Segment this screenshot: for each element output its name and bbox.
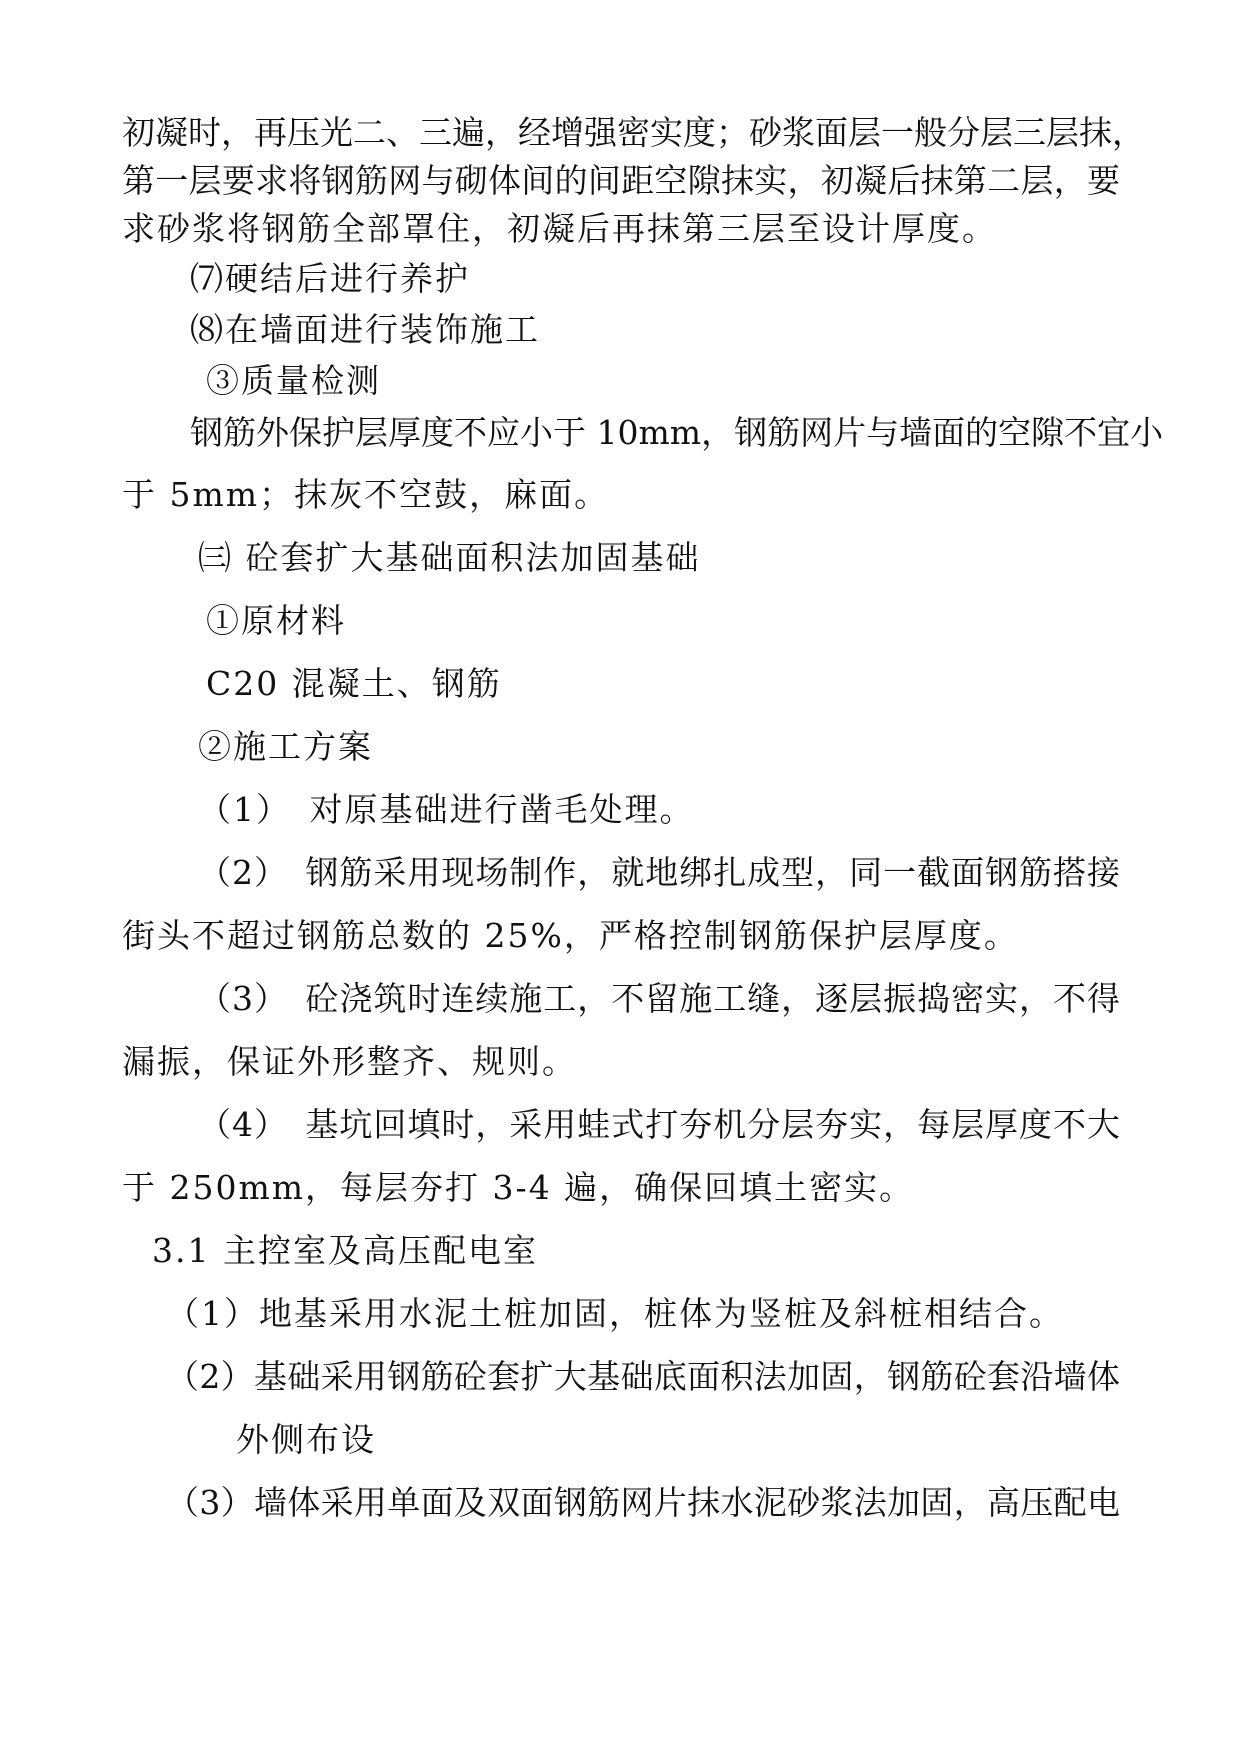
paragraph-line: C20 混凝土、钢筋 [206,664,502,703]
paragraph-line: 漏振，保证外形整齐、规则。 [122,1042,577,1081]
paragraph-line: 求砂浆将钢筋全部罩住，初凝后再抹第三层至设计厚度。 [122,209,997,248]
paragraph-line: 街头不超过钢筋总数的 25%，严格控制钢筋保护层厚度。 [122,916,1019,955]
paragraph-line: 第一层要求将钢筋网与砌体间的间距空隙抹实，初凝后抹第二层，要 [122,161,1120,200]
section-heading: ㈢ 砼套扩大基础面积法加固基础 [198,538,701,577]
list-item: （2） 钢筋采用现场制作，就地绑扎成型，同一截面钢筋搭接 [198,853,1120,892]
paragraph-line: 初凝时，再压光二、三遍，经增强密实度；砂浆面层一般分层三层抹， [122,113,1145,152]
list-item: （1） 对原基础进行凿毛处理。 [198,790,695,829]
paragraph-line: 钢筋外保护层厚度不应小于 10mm，钢筋网片与墙面的空隙不宜小 [190,413,1164,452]
section-heading: ①原材料 [206,601,346,640]
step-item: ⑻在墙面进行装饰施工 [190,310,540,349]
list-item: （2）基础采用钢筋砼套扩大基础底面积法加固，钢筋砼套沿墙体 [166,1357,1120,1396]
list-item: （3） 砼浇筑时连续施工，不留施工缝，逐层振捣密实，不得 [198,979,1120,1018]
paragraph-line: 外侧布设 [236,1420,376,1459]
section-heading: 3.1 主控室及高压配电室 [152,1231,538,1270]
section-heading: ③质量检测 [206,361,381,400]
section-heading: ②施工方案 [198,727,373,766]
step-item: ⑺硬结后进行养护 [190,259,470,298]
list-item: （4） 基坑回填时，采用蛙式打夯机分层夯实，每层厚度不大 [198,1105,1120,1144]
list-item: （1）地基采用水泥土桩加固，桩体为竖桩及斜桩相结合。 [166,1294,1064,1333]
paragraph-line: 于 5mm；抹灰不空鼓，麻面。 [122,475,610,514]
paragraph-line: 于 250mm，每层夯打 3-4 遍，确保回填土密实。 [122,1168,915,1207]
list-item: （3）墙体采用单面及双面钢筋网片抹水泥砂浆法加固，高压配电 [166,1483,1120,1522]
